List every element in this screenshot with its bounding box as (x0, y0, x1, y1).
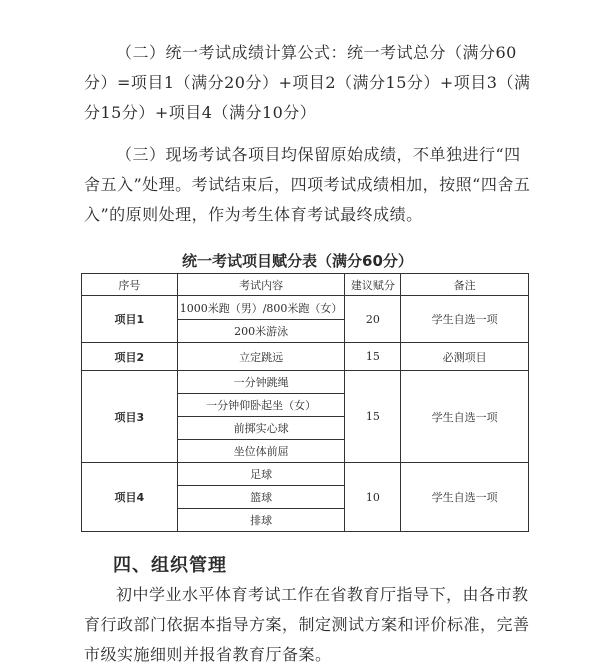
content-cell: 一分钟仰卧起坐（女） (177, 394, 345, 417)
score-cell: 10 (345, 463, 401, 532)
note-cell: 学生自选一项 (401, 463, 529, 532)
note-cell: 必测项目 (401, 343, 529, 371)
content-cell: 立定跳远 (177, 343, 345, 371)
item-cell: 项目2 (82, 343, 178, 371)
content-cell: 1000米跑（男）/800米跑（女） (177, 296, 345, 320)
content-cell: 排球 (177, 509, 345, 532)
section-heading: 四、组织管理 (113, 555, 227, 576)
formula-paragraph: （二）统一考试成绩计算公式：统一考试总分（满分60分）=项目1（满分20分）+项目2（满分15分）+项目3（满分15分）+项目4（满分10分） (84, 43, 531, 122)
item-cell: 项目4 (82, 463, 178, 532)
table-title: 统一考试项目赋分表（满分60分） (182, 252, 413, 270)
header-cell: 建议赋分 (345, 274, 401, 296)
table-row (82, 463, 529, 486)
item-cell: 项目1 (82, 296, 178, 343)
content-cell: 足球 (177, 463, 345, 486)
header-cell: 序号 (82, 274, 178, 296)
table-row (82, 371, 529, 394)
score-cell: 15 (345, 371, 401, 463)
content-cell: 坐位体前屈 (177, 440, 345, 463)
score-cell: 15 (345, 343, 401, 371)
note-cell: 学生自选一项 (401, 296, 529, 343)
content-cell: 篮球 (177, 486, 345, 509)
header-cell: 考试内容 (177, 274, 345, 296)
organization-paragraph: 初中学业水平体育考试工作在省教育厅指导下，由各市教育行政部门依据本指导方案，制定测试方案和评价标准，完善市级实施细则并报省教育厅备案。 (84, 585, 530, 664)
content-cell: 一分钟跳绳 (177, 371, 345, 394)
table-row (82, 296, 529, 320)
rounding-paragraph: （三）现场考试各项目均保留原始成绩，不单独进行“四舍五入”处理。考试结束后，四项考试成绩相加，按照“四舍五入”的原则处理，作为考生体育考试最终成绩。 (84, 145, 531, 224)
content-cell: 200米游泳 (177, 320, 345, 343)
header-cell: 备注 (401, 274, 529, 296)
item-cell: 项目3 (82, 371, 178, 463)
table-row (82, 343, 529, 371)
note-cell: 学生自选一项 (401, 371, 529, 463)
table-header-row (82, 274, 529, 296)
score-cell: 20 (345, 296, 401, 343)
content-cell: 前掷实心球 (177, 417, 345, 440)
score-table (81, 273, 529, 532)
